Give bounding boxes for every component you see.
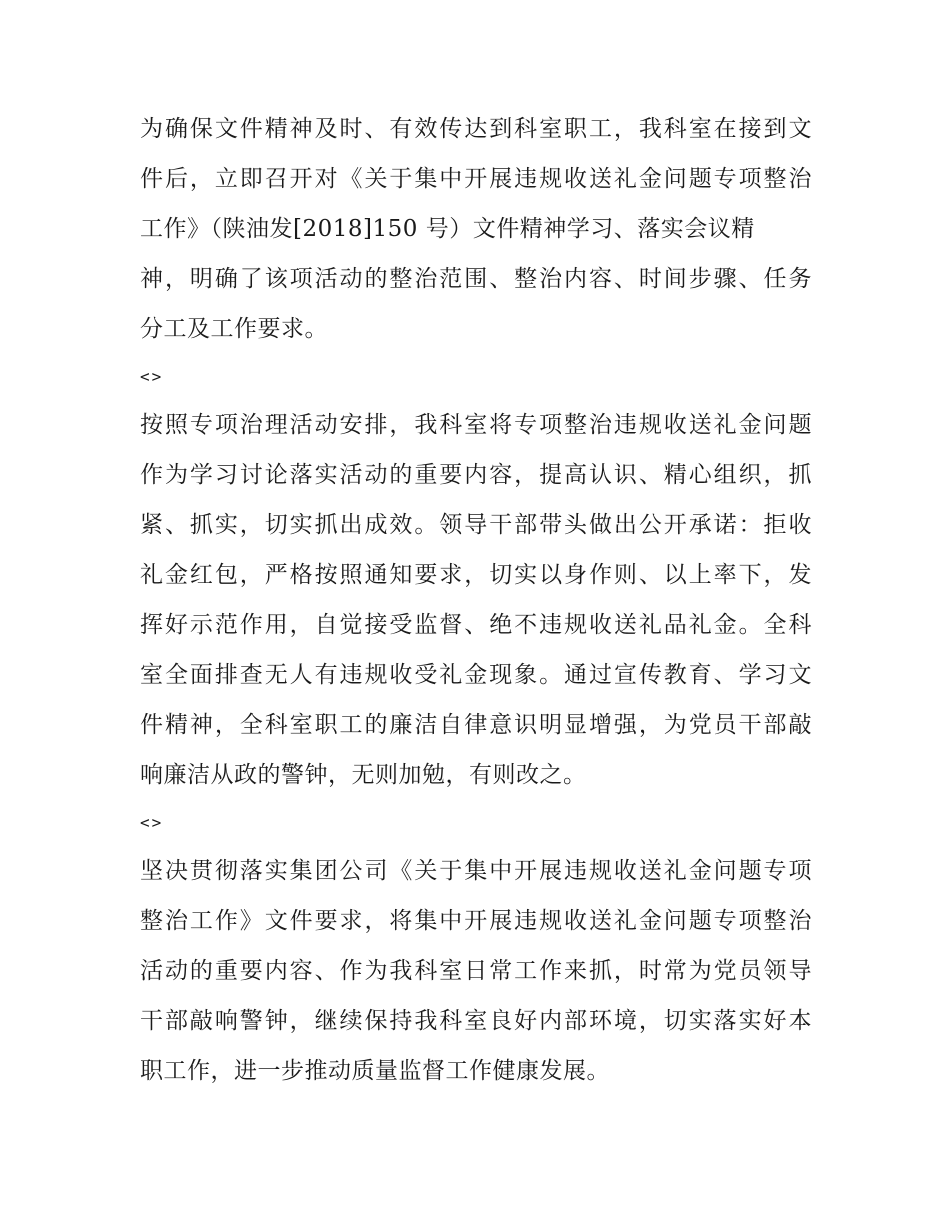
paragraph-line: 坚决贯彻落实集团公司《关于集中开展违规收送礼金问题专项 bbox=[140, 858, 812, 884]
paragraph-line: 件精神，全科室职工的廉洁自律意识明显增强，为党员干部敲 bbox=[140, 712, 812, 738]
paragraph-line: 工作》（陕油发[2018]150 号）文件精神学习、落实会议精 bbox=[140, 216, 755, 242]
paragraph-line: 分工及工作要求。 bbox=[140, 316, 328, 342]
paragraph-line: 干部敲响警钟，继续保持我科室良好内部环境，切实落实好本 bbox=[140, 1008, 812, 1034]
section-separator: <> bbox=[140, 367, 164, 386]
paragraph-3 bbox=[140, 846, 812, 1096]
paragraph-line: 响廉洁从政的警钟，无则加勉，有则改之。 bbox=[140, 762, 587, 788]
paragraph-line: 室全面排查无人有违规收受礼金现象。通过宣传教育、学习文 bbox=[140, 662, 812, 688]
paragraph-line: 职工作，进一步推动质量监督工作健康发展。 bbox=[140, 1058, 610, 1084]
paragraph-2 bbox=[140, 400, 812, 800]
section-separator: <> bbox=[140, 813, 164, 832]
paragraph-line: 活动的重要内容、作为我科室日常工作来抓，时常为党员领导 bbox=[140, 958, 812, 984]
paragraph-line: 挥好示范作用，自觉接受监督、绝不违规收送礼品礼金。全科 bbox=[140, 612, 812, 638]
paragraph-line: 作为学习讨论落实活动的重要内容，提高认识、精心组织，抓 bbox=[140, 462, 812, 488]
paragraph-line: 按照专项治理活动安排，我科室将专项整治违规收送礼金问题 bbox=[140, 412, 812, 438]
document-body bbox=[140, 104, 812, 1096]
paragraph-1 bbox=[140, 104, 812, 354]
paragraph-line: 整治工作》文件要求，将集中开展违规收送礼金问题专项整治 bbox=[140, 908, 812, 934]
paragraph-line: 神，明确了该项活动的整治范围、整治内容、时间步骤、任务 bbox=[140, 266, 812, 292]
paragraph-line: 件后，立即召开对《关于集中开展违规收送礼金问题专项整治 bbox=[140, 166, 812, 192]
paragraph-line: 紧、抓实，切实抓出成效。领导干部带头做出公开承诺：拒收 bbox=[140, 512, 812, 538]
paragraph-line: 礼金红包，严格按照通知要求，切实以身作则、以上率下，发 bbox=[140, 562, 812, 588]
paragraph-line: 为确保文件精神及时、有效传达到科室职工，我科室在接到文 bbox=[140, 116, 812, 142]
